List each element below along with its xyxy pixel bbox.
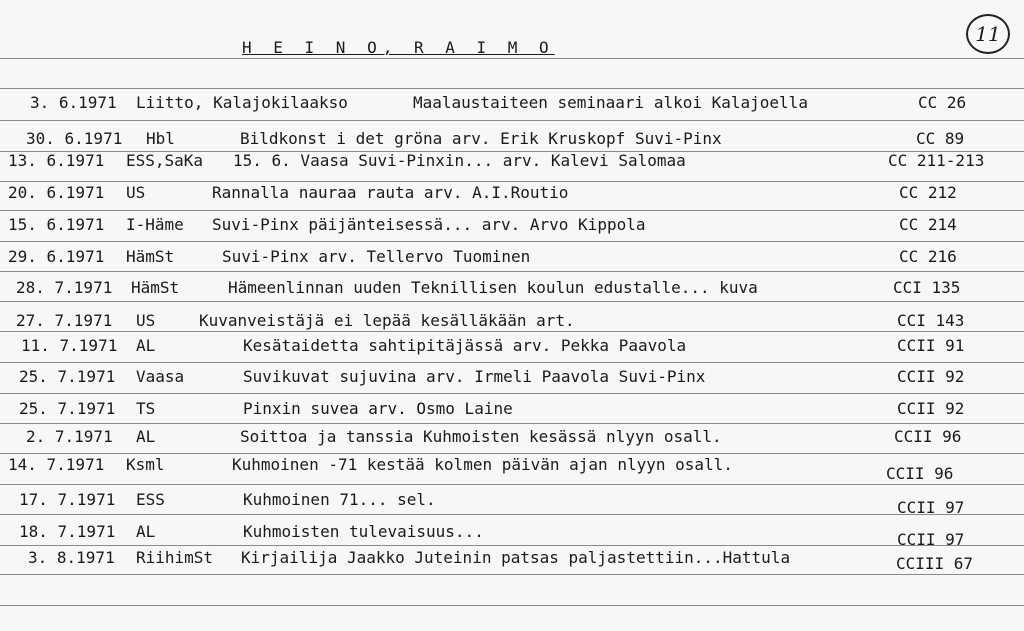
entry-ref: CCII 96	[894, 427, 962, 446]
entry-date: 29. 6.1971	[8, 247, 105, 266]
entry-ref: CCII 97	[897, 498, 965, 517]
entry-text: Kuhmoisten tulevaisuus...	[243, 522, 484, 541]
entry-ref: CCI 135	[893, 278, 961, 297]
entry-text: Bildkonst i det gröna arv. Erik Kruskopf Suvi-Pinx	[240, 129, 722, 148]
entry-source: Liitto, Kalajokilaakso	[136, 93, 348, 112]
entry-text: Kirjailija Jaakko Juteinin patsas paljastettiin...Hattula	[241, 548, 791, 567]
entry-source: ESS	[136, 490, 165, 509]
entry-text: Hämeenlinnan uuden Teknillisen koulun edustalle... kuva	[228, 278, 758, 297]
entry-date: 15. 6.1971	[8, 215, 105, 234]
entry-text: Kuvanveistäjä ei lepää kesälläkään art.	[199, 311, 575, 330]
entry-source: TS	[136, 399, 156, 418]
rule-line	[0, 484, 1024, 485]
entry-ref: CC 212	[899, 183, 957, 202]
entry-date: 11. 7.1971	[21, 336, 118, 355]
card-heading: H E I N O, R A I M O	[242, 38, 555, 57]
entry-date: 3. 8.1971	[28, 548, 115, 567]
entry-row	[0, 336, 1024, 358]
rule-line	[0, 301, 1024, 302]
rule-line	[0, 58, 1024, 59]
entry-ref: CCII 92	[897, 367, 965, 386]
entry-source: RiihimSt	[136, 548, 214, 567]
entry-row	[0, 129, 1024, 151]
entry-text: Kesätaidetta sahtipitäjässä arv. Pekka Paavola	[243, 336, 687, 355]
entry-row	[0, 278, 1024, 300]
entry-text: Suvikuvat sujuvina arv. Irmeli Paavola Suvi-Pinx	[243, 367, 706, 386]
entry-ref: CC 211-213	[888, 151, 985, 170]
entry-row	[0, 183, 1024, 205]
entry-ref: CC 214	[899, 215, 957, 234]
entry-ref: CCII 92	[897, 399, 965, 418]
entry-row	[0, 490, 1024, 517]
entry-text: Maalaustaiteen seminaari alkoi Kalajoella	[413, 93, 808, 112]
entry-date: 30. 6.1971	[26, 129, 123, 148]
entry-date: 3. 6.1971	[30, 93, 117, 112]
entry-date: 28. 7.1971	[16, 278, 113, 297]
entry-source: Hbl	[146, 129, 175, 148]
entry-ref: CCII 91	[897, 336, 965, 355]
entry-source: AL	[136, 336, 156, 355]
rule-line	[0, 514, 1024, 515]
rule-line	[0, 241, 1024, 242]
entry-row	[0, 548, 1024, 573]
entry-text: Kuhmoinen 71... sel.	[243, 490, 436, 509]
rule-line	[0, 362, 1024, 363]
entry-date: 25. 7.1971	[19, 399, 116, 418]
rule-line	[0, 605, 1024, 606]
rule-line	[0, 271, 1024, 272]
entry-row	[0, 455, 1024, 483]
entry-text: Suvi-Pinx arv. Tellervo Tuominen	[222, 247, 531, 266]
rule-line	[0, 545, 1024, 546]
entry-date: 25. 7.1971	[19, 367, 116, 386]
entry-text: Suvi-Pinx päijänteisessä... arv. Arvo Kippola	[212, 215, 646, 234]
entry-source: US	[126, 183, 146, 202]
entry-source: HämSt	[126, 247, 175, 266]
entry-date: 20. 6.1971	[8, 183, 105, 202]
entry-ref: CC 26	[918, 93, 967, 112]
entry-date: 2. 7.1971	[26, 427, 113, 446]
entry-row	[0, 247, 1024, 269]
entry-row	[0, 311, 1024, 333]
entry-row	[0, 399, 1024, 421]
entry-text: Kuhmoinen -71 kestää kolmen päivän ajan nlyyn osall.	[232, 455, 733, 474]
rule-line	[0, 181, 1024, 182]
entry-source: AL	[136, 427, 156, 446]
entry-ref: CCIII 67	[896, 554, 974, 573]
entry-text: 15. 6. Vaasa Suvi-Pinxin... arv. Kalevi Salomaa	[233, 151, 686, 170]
entry-text: Pinxin suvea arv. Osmo Laine	[243, 399, 513, 418]
rule-line	[0, 574, 1024, 575]
entry-date: 13. 6.1971	[8, 151, 105, 170]
entry-source: US	[136, 311, 156, 330]
entry-text: Soittoa ja tanssia Kuhmoisten kesässä nlyyn osall.	[240, 427, 722, 446]
entry-row	[0, 522, 1024, 549]
rule-line	[0, 423, 1024, 424]
entry-ref: CCI 143	[897, 311, 965, 330]
rule-line	[0, 453, 1024, 454]
entry-source: AL	[136, 522, 156, 541]
entry-date: 27. 7.1971	[16, 311, 113, 330]
entry-text: Rannalla nauraa rauta arv. A.I.Routio	[212, 183, 569, 202]
entry-ref: CC 216	[899, 247, 957, 266]
rule-line	[0, 393, 1024, 394]
entry-ref: CC 89	[916, 129, 965, 148]
entry-source: HämSt	[131, 278, 180, 297]
rule-line	[0, 88, 1024, 89]
entry-source: Ksml	[126, 455, 165, 474]
rule-line	[0, 210, 1024, 211]
rule-line	[0, 120, 1024, 121]
entry-ref: CCII 96	[886, 464, 954, 483]
entry-row	[0, 367, 1024, 389]
entry-source: Vaasa	[136, 367, 185, 386]
entry-row	[0, 215, 1024, 237]
entry-date: 14. 7.1971	[8, 455, 105, 474]
entry-source: ESS,SaKa	[126, 151, 204, 170]
entry-date: 17. 7.1971	[19, 490, 116, 509]
entry-date: 18. 7.1971	[19, 522, 116, 541]
entry-ref: CCII 97	[897, 530, 965, 549]
entry-row	[0, 151, 1024, 173]
page-number-circle: 11	[966, 14, 1010, 54]
entry-source: I-Häme	[126, 215, 184, 234]
entry-row	[0, 427, 1024, 449]
entry-row	[0, 93, 1024, 115]
